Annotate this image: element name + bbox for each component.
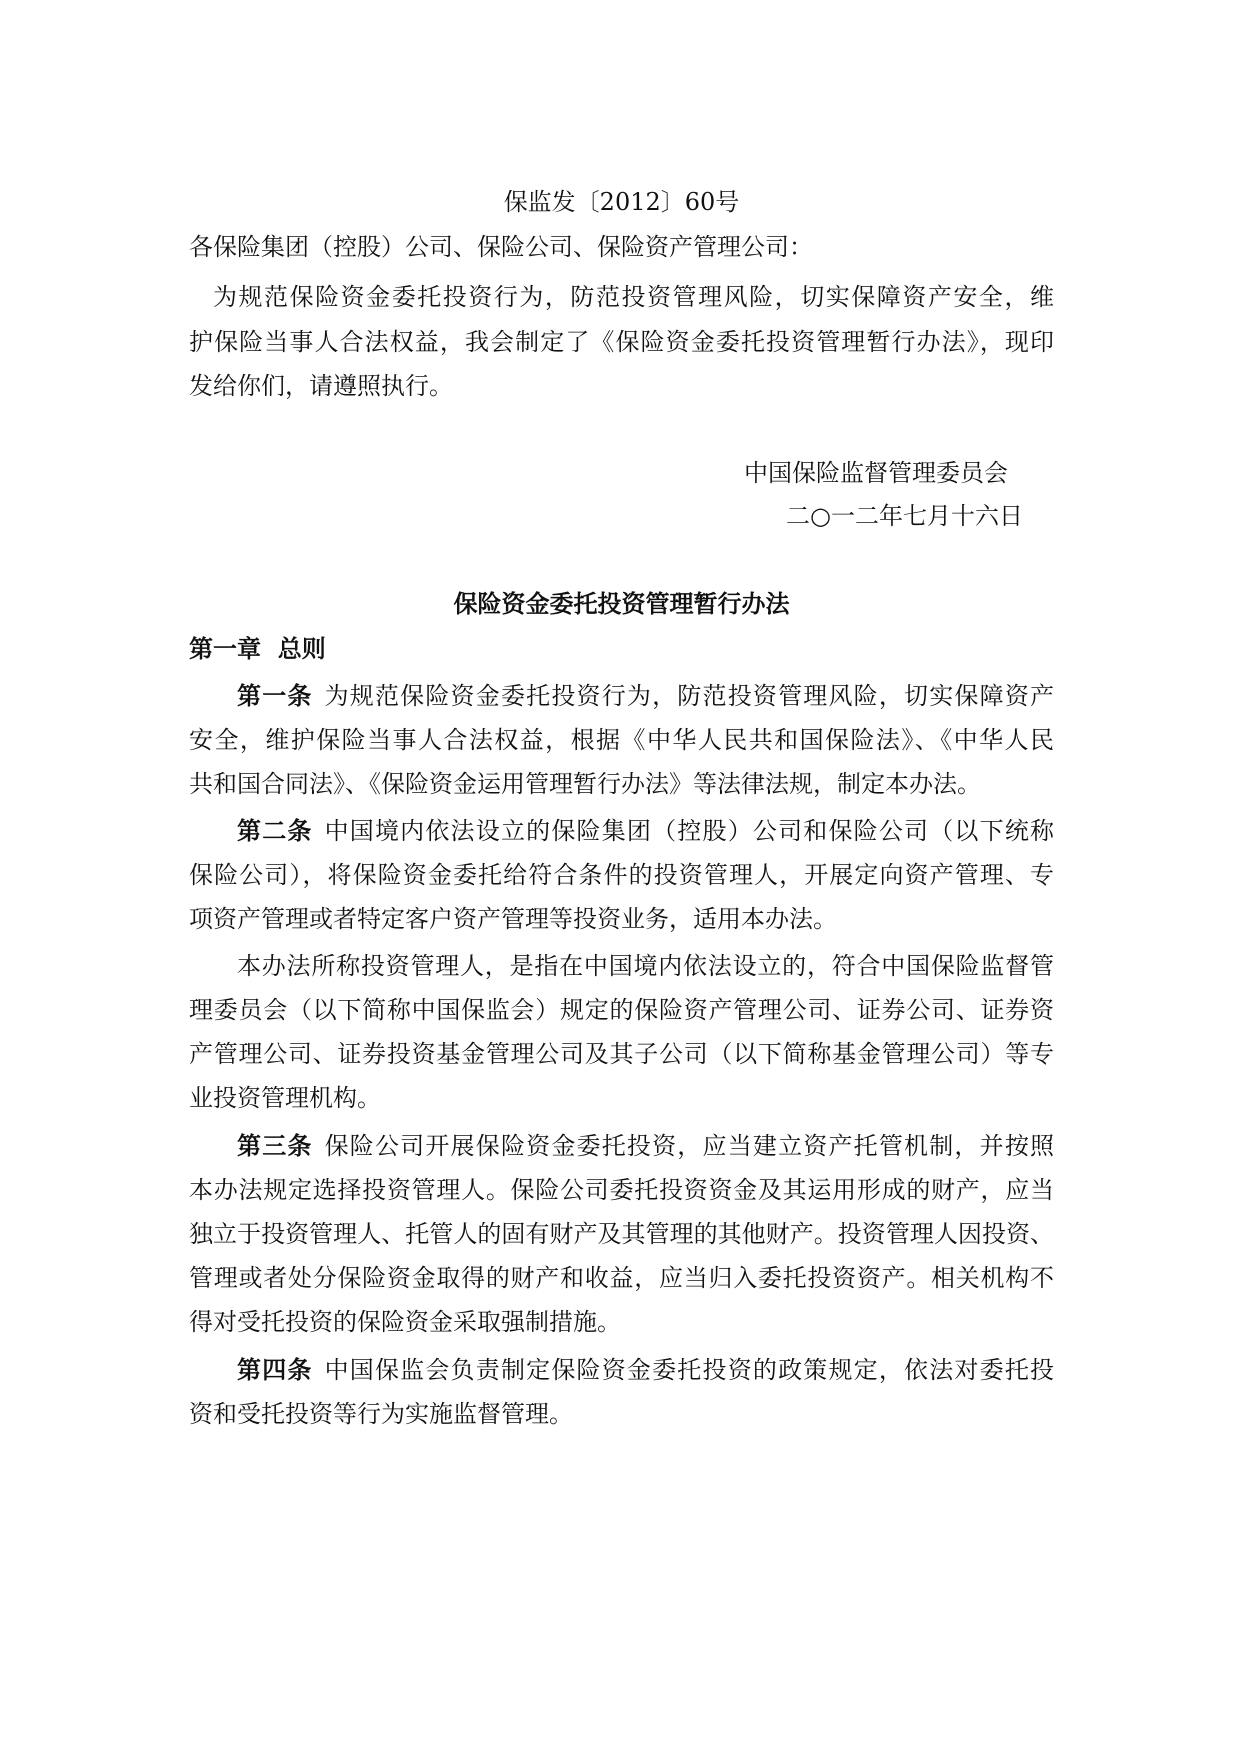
article-2-line-3: 项资产管理或者特定客户资产管理等投资业务，适用本办法。	[189, 905, 837, 933]
article-2-label: 第二条	[237, 816, 313, 845]
recipients-line: 各保险集团（控股）公司、保险公司、保险资产管理公司：	[189, 233, 813, 261]
article-3-line-3: 独立于投资管理人、托管人的固有财产及其管理的其他财产。投资管理人因投资、	[189, 1220, 1054, 1248]
article-3-line-4: 管理或者处分保险资金取得的财产和收益，应当归入委托投资资产。相关机构不	[189, 1264, 1054, 1292]
document-number: 保监发〔2012〕60号	[503, 188, 740, 216]
article-3-line-2: 本办法规定选择投资管理人。保险公司委托投资资金及其运用形成的财产，应当	[189, 1176, 1054, 1204]
article-4-line-2: 资和受托投资等行为实施监督管理。	[189, 1400, 573, 1428]
issue-date: 二○一二年七月十六日	[786, 502, 1023, 530]
chapter-heading: 第一章 总则	[189, 634, 326, 663]
manager-para-line-3: 产管理公司、证券投资基金管理公司及其子公司（以下简称基金管理公司）等专	[189, 1040, 1054, 1068]
article-3-label: 第三条	[237, 1131, 313, 1160]
article-2-text: 中国境内依法设立的保险集团（控股）公司和保险公司（以下统称	[324, 817, 1055, 845]
intro-line-3: 发给你们，请遵照执行。	[189, 372, 453, 400]
article-1-text: 为规范保险资金委托投资行为，防范投资管理风险，切实保障资产	[324, 682, 1055, 710]
issuer-name: 中国保险监督管理委员会	[744, 459, 1008, 487]
article-4-line-1	[237, 1354, 1054, 1386]
manager-para-line-4: 业投资管理机构。	[189, 1084, 381, 1112]
document-title: 保险资金委托投资管理暂行办法	[453, 589, 790, 618]
intro-line-2: 护保险当事人合法权益，我会制定了《保险资金委托投资管理暂行办法》，现印	[189, 328, 1054, 356]
intro-line-1: 为规范保险资金委托投资行为，防范投资管理风险，切实保障资产安全，维	[213, 283, 1054, 311]
article-1-line-2: 安全，维护保险当事人合法权益，根据《中华人民共和国保险法》、《中华人民	[189, 726, 1054, 754]
article-1-line-3: 共和国合同法》、《保险资金运用管理暂行办法》等法律法规，制定本办法。	[189, 770, 981, 798]
manager-para-line-1: 本办法所称投资管理人，是指在中国境内依法设立的，符合中国保险监督管	[237, 952, 1054, 980]
article-3-line-1	[237, 1130, 1054, 1162]
article-2-line-1	[237, 815, 1054, 847]
article-3-text: 保险公司开展保险资金委托投资，应当建立资产托管机制，并按照	[324, 1132, 1055, 1160]
article-3-line-5: 得对受托投资的保险资金采取强制措施。	[189, 1308, 621, 1336]
article-4-text: 中国保监会负责制定保险资金委托投资的政策规定，依法对委托投	[324, 1356, 1055, 1384]
article-1-line-1	[237, 680, 1054, 712]
article-2-line-2: 保险公司），将保险资金委托给符合条件的投资管理人，开展定向资产管理、专	[189, 861, 1054, 889]
article-1-label: 第一条	[237, 681, 313, 710]
article-4-label: 第四条	[237, 1355, 313, 1384]
manager-para-line-2: 理委员会（以下简称中国保监会）规定的保险资产管理公司、证券公司、证券资	[189, 996, 1054, 1024]
